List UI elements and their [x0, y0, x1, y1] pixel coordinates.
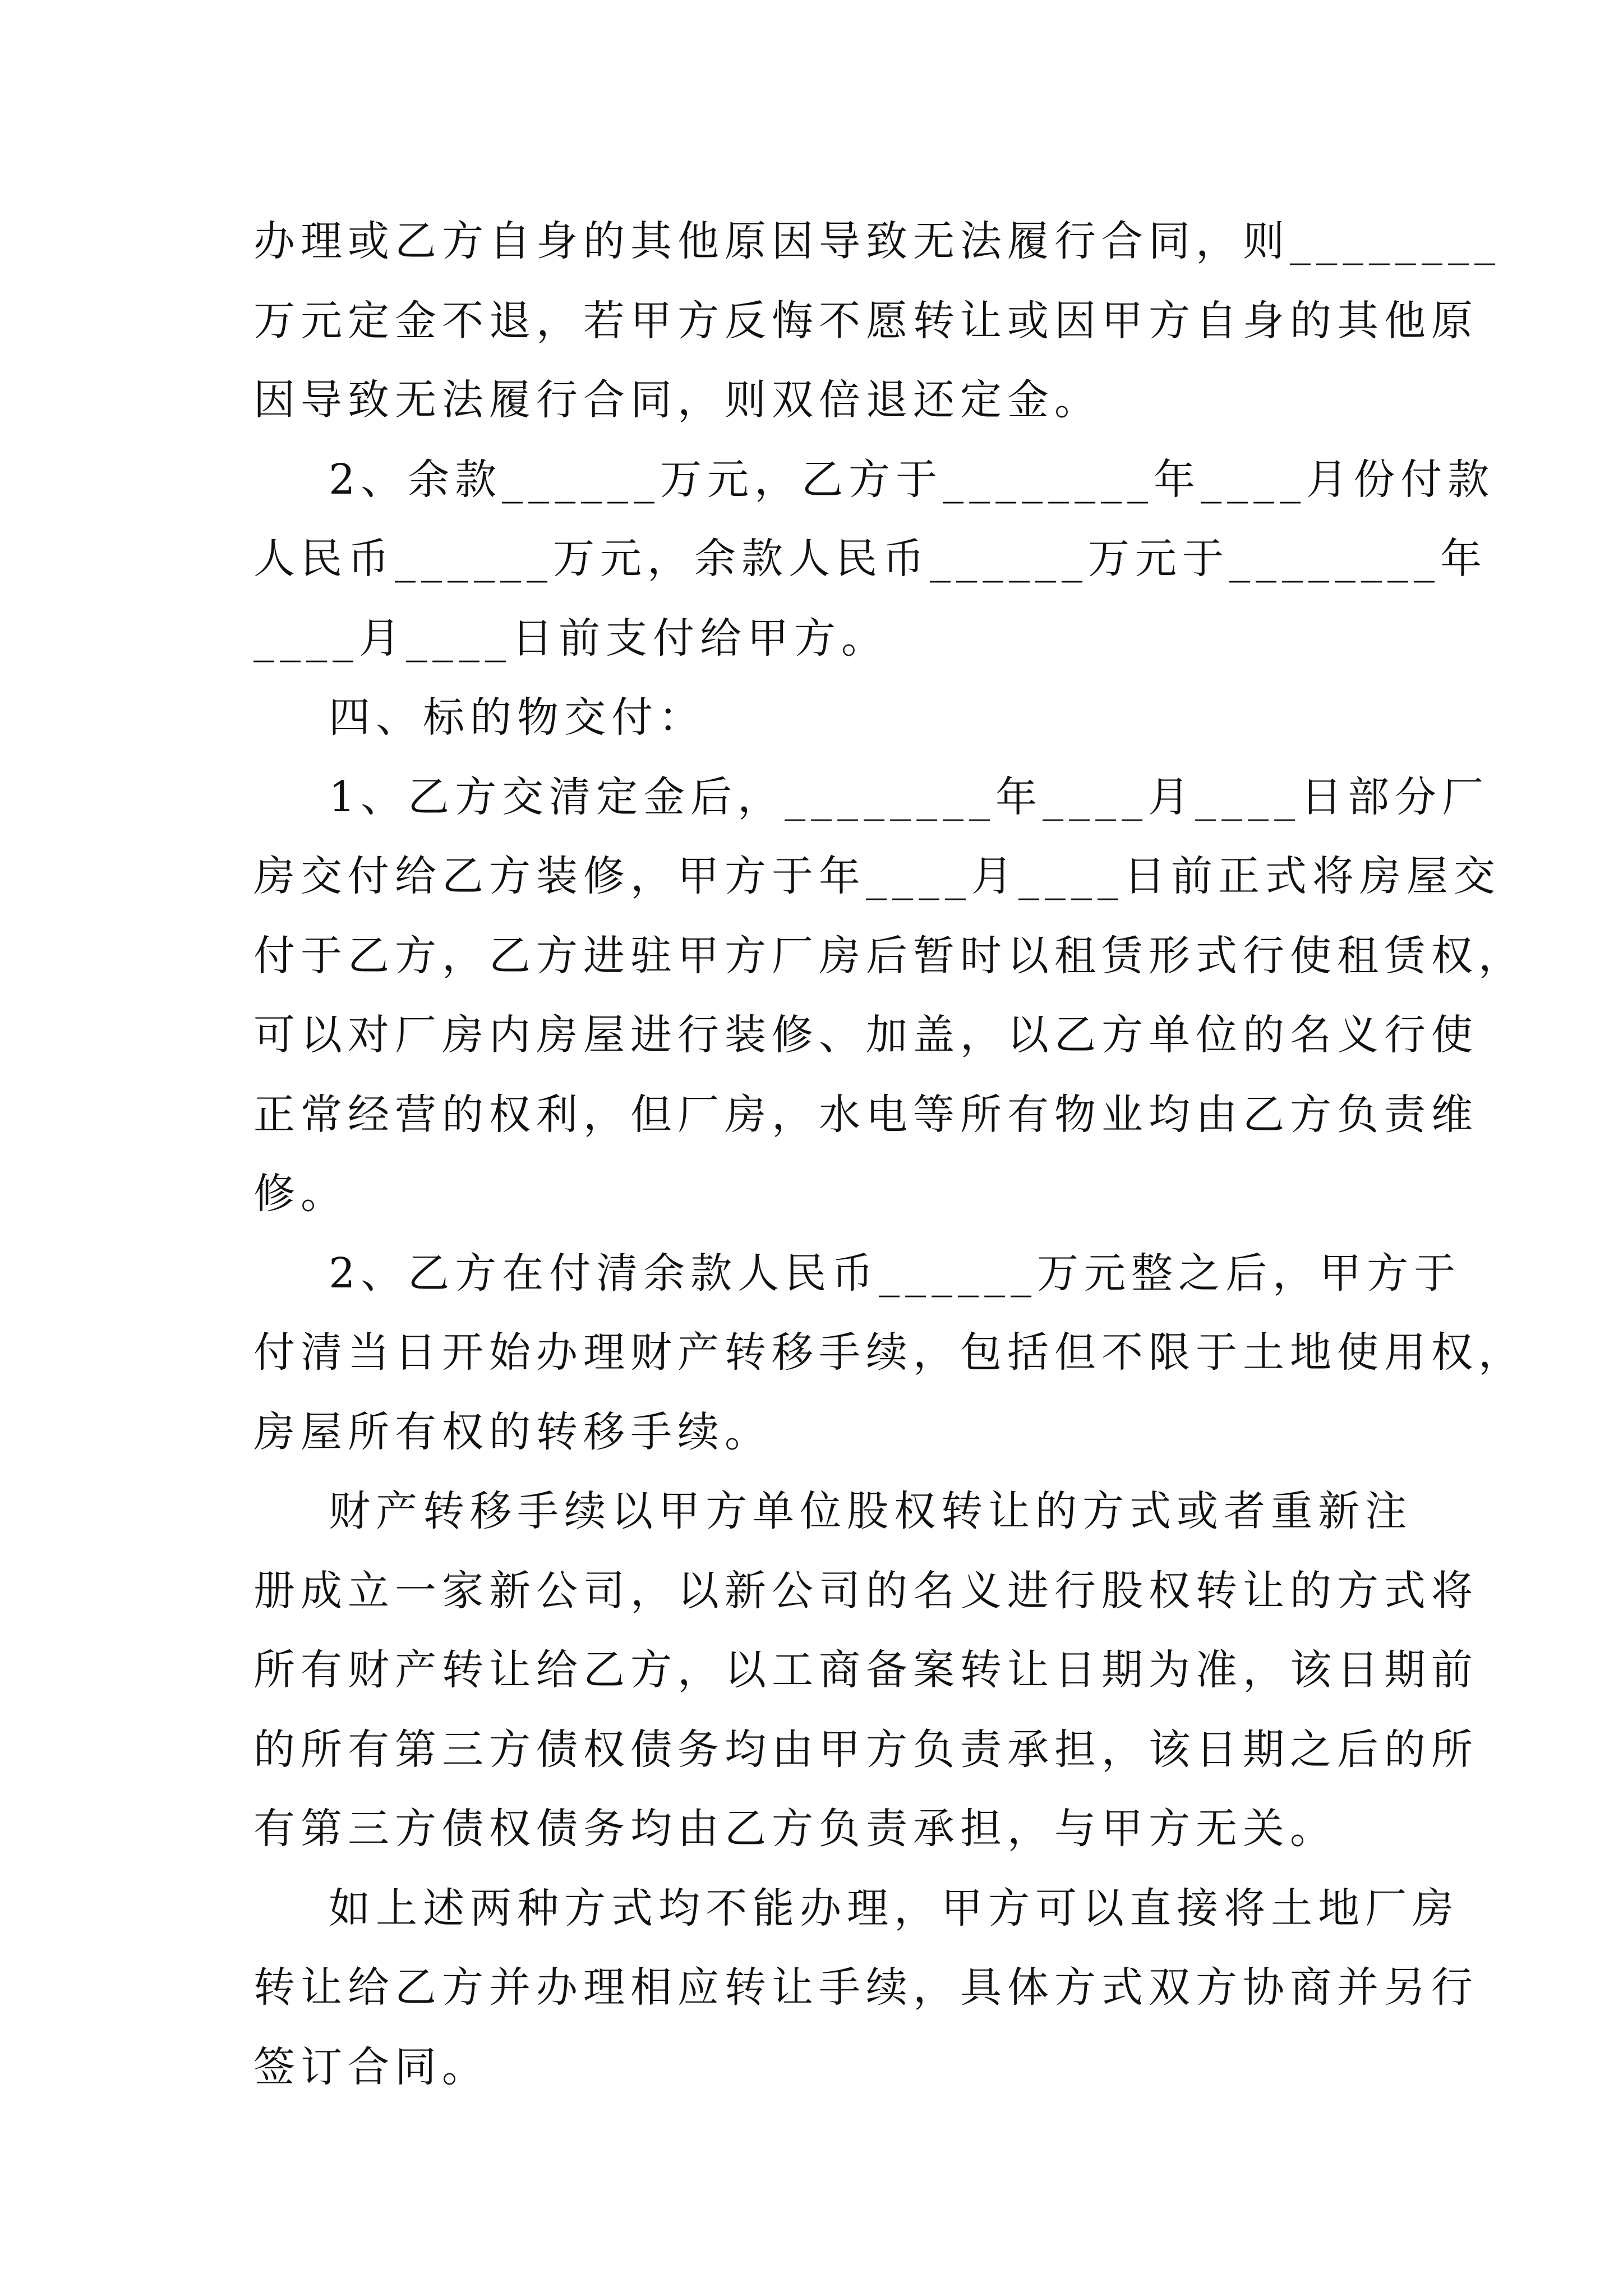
text-line: 人民币______万元，余款人民币______万元于________年	[253, 535, 1487, 583]
text-line: 2、乙方在付清余款人民币______万元整之后，甲方于	[253, 1249, 1461, 1297]
text-line: ____月____日前支付给甲方。	[253, 614, 888, 662]
text-line: 如上述两种方式均不能办理，甲方可以直接将土地厂房	[253, 1884, 1460, 1932]
document-body	[253, 202, 1525, 2107]
text-line: 可以对厂房内房屋进行装修、加盖，以乙方单位的名义行使	[253, 1011, 1478, 1059]
text-line: 2、余款______万元，乙方于________年____月份付款	[253, 455, 1495, 504]
text-line: 万元定金不退，若甲方反悔不愿转让或因甲方自身的其他原	[253, 296, 1478, 345]
text-line: 付于乙方，乙方进驻甲方厂房后暂时以租赁形式行使租赁权，	[253, 931, 1525, 980]
text-line: 1、乙方交清定金后，________年____月____日部分厂	[253, 772, 1490, 821]
text-line: 房交付给乙方装修，甲方于年____月____日前正式将房屋交	[253, 852, 1501, 900]
text-line: 正常经营的权利，但厂房，水电等所有物业均由乙方负责维	[253, 1090, 1478, 1139]
text-line: 所有财产转让给乙方，以工商备案转让日期为准，该日期前	[253, 1646, 1478, 1694]
text-line: 册成立一家新公司，以新公司的名义进行股权转让的方式将	[253, 1566, 1478, 1615]
text-line: 付清当日开始办理财产转移手续，包括但不限于土地使用权，	[253, 1328, 1525, 1377]
text-line: 转让给乙方并办理相应转让手续，具体方式双方协商并另行	[253, 1963, 1478, 2012]
section-heading: 四、标的物交付：	[253, 693, 706, 742]
text-line: 有第三方债权债务均由乙方负责承担，与甲方无关。	[253, 1805, 1337, 1853]
text-line: 房屋所有权的转移手续。	[253, 1407, 772, 1456]
text-line: 财产转移手续以甲方单位股权转让的方式或者重新注	[253, 1487, 1413, 1535]
text-line: 签订合同。	[253, 2042, 489, 2091]
text-line: 因导致无法履行合同，则双倍退还定金。	[253, 376, 1101, 424]
text-line: 修。	[253, 1170, 348, 1218]
text-line: 的所有第三方债权债务均由甲方负责承担，该日期之后的所	[253, 1725, 1478, 1774]
text-line: 办理或乙方自身的其他原因导致无法履行合同，则________	[253, 217, 1501, 265]
